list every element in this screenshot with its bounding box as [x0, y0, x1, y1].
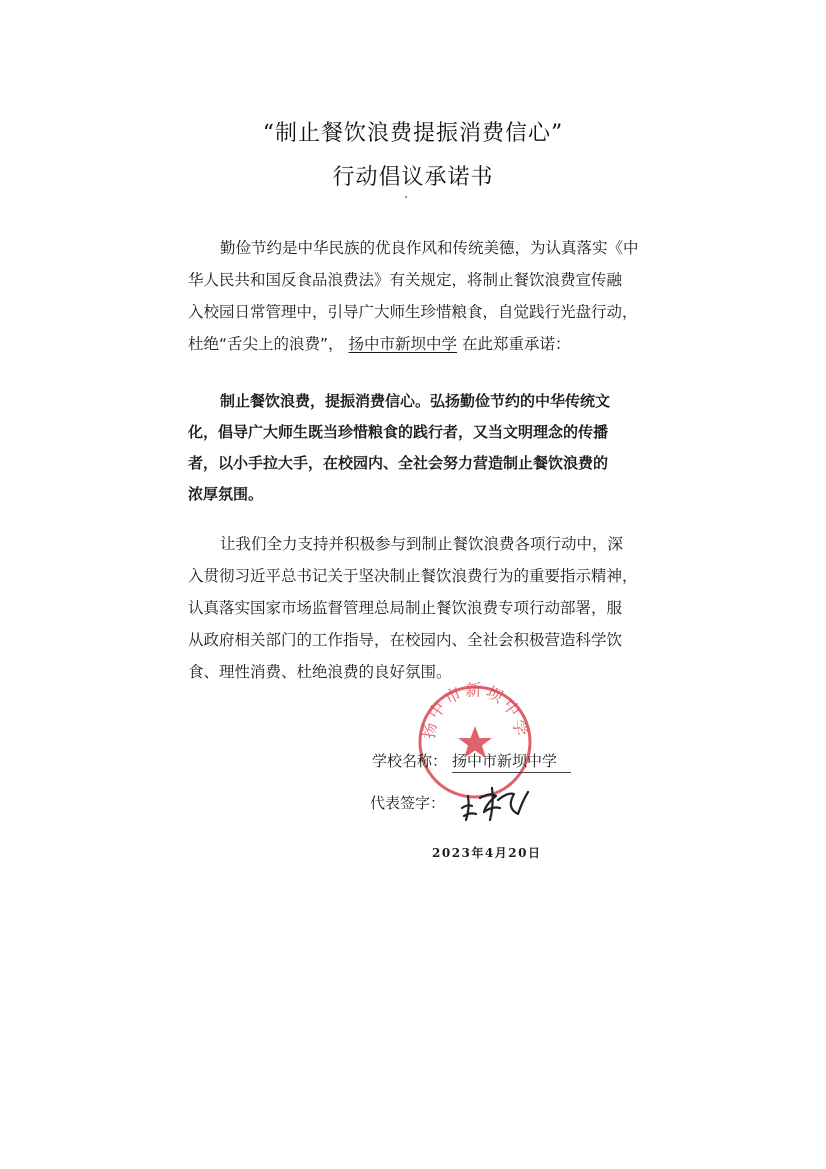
- paragraph-line: 勤俭节约是中华民族的优良作风和传统美德，为认真落实《中: [220, 239, 639, 257]
- paragraph-line: 华人民共和国反食品浪费法》有关规定，将制止餐饮浪费宣传融: [188, 271, 623, 289]
- scan-speck: [405, 196, 407, 198]
- paragraph-line: 食、理性消费、杜绝浪费的良好氛围。: [188, 663, 452, 681]
- document-title: “制止餐饮浪费提振消费信心”: [262, 121, 564, 146]
- school-name-label: 学校名称：: [372, 752, 448, 770]
- signing-date: 2023年4月20日: [432, 846, 542, 860]
- paragraph-line: 认真落实国家市场监督管理总局制止餐饮浪费专项行动部署，服: [188, 599, 623, 617]
- document-subtitle: 行动倡议承诺书: [332, 165, 494, 190]
- paragraph-line: 浓厚氛围。: [188, 485, 264, 503]
- paragraph-line: 者，以小手拉大手，在校园内、全社会努力营造制止餐饮浪费的: [188, 454, 609, 472]
- paragraph-line: 化，倡导广大师生既当珍惜粮食的践行者，又当文明理念的传播: [188, 423, 609, 441]
- paragraph-pledge: [188, 386, 628, 510]
- school-name-value: 扬中市新坝中学: [452, 750, 571, 773]
- paragraph-intro: [188, 232, 639, 360]
- handwritten-signature: [456, 778, 536, 824]
- paragraph-line: 入贯彻习近平总书记关于坚决制止餐饮浪费行为的重要指示精神，: [188, 567, 638, 585]
- paragraph-line: 制止餐饮浪费，提振消费信心。弘扬勤俭节约的中华传统文: [220, 392, 611, 410]
- paragraph-line: 让我们全力支持并积极参与到制止餐饮浪费各项行动中，深: [220, 535, 624, 553]
- paragraph-line: 从政府相关部门的工作指导，在校园内、全社会积极营造科学饮: [188, 631, 623, 649]
- school-name-underlined: 扬中市新坝中学: [348, 335, 458, 353]
- paragraph-text: 在此郑重承诺：: [461, 335, 571, 353]
- paragraph-line: [188, 328, 628, 360]
- paragraph-action: [188, 528, 638, 688]
- paragraph-text: 杜绝“舌尖上的浪费”，: [188, 335, 344, 353]
- representative-signature-label: 代表签字：: [370, 794, 446, 812]
- paragraph-line: 入校园日常管理中，引导广大师生珍惜粮食，自觉践行光盘行动，: [188, 303, 638, 321]
- seal-text: 扬中市新坝中学: [419, 682, 531, 740]
